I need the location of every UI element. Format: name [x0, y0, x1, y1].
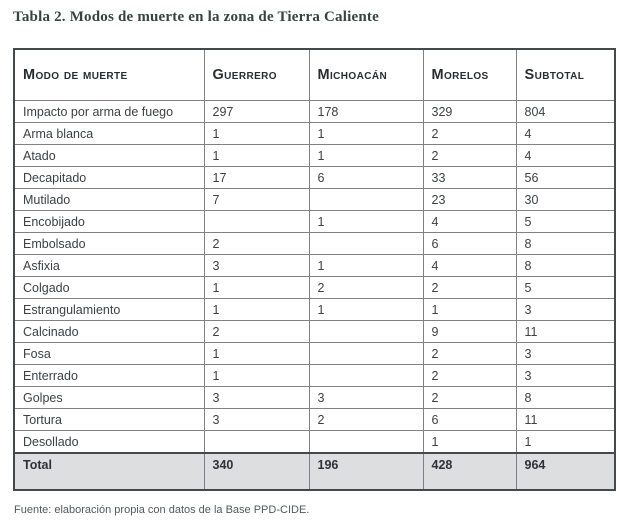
value-cell: 7: [204, 189, 309, 211]
value-cell: 1: [309, 211, 423, 233]
table-row: [14, 167, 615, 189]
table-row: [14, 189, 615, 211]
table-row: [14, 277, 615, 299]
mode-label-cell: Tortura: [14, 409, 204, 431]
value-cell: 3: [204, 255, 309, 277]
col-header-michoacan: Michoacán: [309, 49, 423, 101]
value-cell: 6: [309, 167, 423, 189]
value-cell: [309, 321, 423, 343]
value-cell: 1: [204, 123, 309, 145]
value-cell: [204, 211, 309, 233]
value-cell: 2: [423, 343, 516, 365]
mode-label-cell: Decapitado: [14, 167, 204, 189]
mode-label-cell: Impacto por arma de fuego: [14, 101, 204, 123]
table-row: [14, 409, 615, 431]
mode-label-cell: Mutilado: [14, 189, 204, 211]
mode-label-cell: Calcinado: [14, 321, 204, 343]
value-cell: 17: [204, 167, 309, 189]
table-row: [14, 299, 615, 321]
value-cell: 340: [204, 453, 309, 490]
value-cell: 1: [204, 365, 309, 387]
value-cell: 3: [516, 343, 615, 365]
value-cell: [309, 343, 423, 365]
mode-label-cell: Total: [14, 453, 204, 490]
value-cell: [309, 233, 423, 255]
value-cell: 964: [516, 453, 615, 490]
value-cell: 1: [204, 277, 309, 299]
col-header-morelos: Morelos: [423, 49, 516, 101]
value-cell: 2: [423, 145, 516, 167]
table-row: [14, 431, 615, 454]
mode-label-cell: Asfixia: [14, 255, 204, 277]
value-cell: 2: [309, 409, 423, 431]
value-cell: 3: [516, 299, 615, 321]
table-row: [14, 211, 615, 233]
table-row: [14, 123, 615, 145]
value-cell: 5: [516, 277, 615, 299]
value-cell: 2: [204, 233, 309, 255]
table-row: [14, 145, 615, 167]
value-cell: 3: [204, 387, 309, 409]
mode-label-cell: Enterrado: [14, 365, 204, 387]
death-modes-table: [13, 48, 616, 491]
value-cell: 2: [423, 365, 516, 387]
value-cell: 9: [423, 321, 516, 343]
value-cell: 1: [204, 343, 309, 365]
col-header-modo-de-muerte: Modo de muerte: [14, 49, 204, 101]
value-cell: 1: [516, 431, 615, 454]
value-cell: 23: [423, 189, 516, 211]
value-cell: [309, 431, 423, 454]
value-cell: 33: [423, 167, 516, 189]
value-cell: [204, 431, 309, 454]
source-note: Fuente: elaboración propia con datos de la Base PPD-CIDE.: [14, 504, 310, 516]
value-cell: 297: [204, 101, 309, 123]
mode-label-cell: Desollado: [14, 431, 204, 454]
mode-label-cell: Estrangulamiento: [14, 299, 204, 321]
value-cell: 1: [309, 123, 423, 145]
value-cell: 1: [204, 299, 309, 321]
value-cell: 6: [423, 409, 516, 431]
value-cell: 3: [309, 387, 423, 409]
value-cell: 1: [204, 145, 309, 167]
value-cell: 4: [423, 211, 516, 233]
table-row: [14, 321, 615, 343]
value-cell: 1: [309, 255, 423, 277]
value-cell: 6: [423, 233, 516, 255]
value-cell: 3: [204, 409, 309, 431]
table-body: [14, 101, 615, 491]
value-cell: 11: [516, 409, 615, 431]
value-cell: 3: [516, 365, 615, 387]
value-cell: 2: [309, 277, 423, 299]
mode-label-cell: Colgado: [14, 277, 204, 299]
value-cell: 428: [423, 453, 516, 490]
table-row: [14, 101, 615, 123]
mode-label-cell: Fosa: [14, 343, 204, 365]
mode-label-cell: Golpes: [14, 387, 204, 409]
value-cell: [309, 365, 423, 387]
value-cell: 2: [423, 123, 516, 145]
total-row: [14, 453, 615, 490]
table-row: [14, 233, 615, 255]
value-cell: 4: [516, 145, 615, 167]
table-row: [14, 387, 615, 409]
mode-label-cell: Embolsado: [14, 233, 204, 255]
col-header-subtotal: Subtotal: [516, 49, 615, 101]
value-cell: 2: [423, 277, 516, 299]
table-row: [14, 255, 615, 277]
mode-label-cell: Arma blanca: [14, 123, 204, 145]
value-cell: 1: [423, 431, 516, 454]
mode-label-cell: Encobijado: [14, 211, 204, 233]
value-cell: 2: [423, 387, 516, 409]
value-cell: 30: [516, 189, 615, 211]
header-row: [14, 49, 615, 101]
value-cell: 4: [423, 255, 516, 277]
mode-label-cell: Atado: [14, 145, 204, 167]
table-row: [14, 343, 615, 365]
value-cell: 8: [516, 387, 615, 409]
value-cell: 1: [423, 299, 516, 321]
value-cell: 804: [516, 101, 615, 123]
value-cell: 11: [516, 321, 615, 343]
col-header-guerrero: Guerrero: [204, 49, 309, 101]
value-cell: 8: [516, 233, 615, 255]
value-cell: 4: [516, 123, 615, 145]
value-cell: 2: [204, 321, 309, 343]
value-cell: 1: [309, 145, 423, 167]
table-row: [14, 365, 615, 387]
table-caption: Tabla 2. Modos de muerte en la zona de Tierra Caliente: [13, 9, 379, 25]
value-cell: 329: [423, 101, 516, 123]
value-cell: 8: [516, 255, 615, 277]
value-cell: 178: [309, 101, 423, 123]
value-cell: 5: [516, 211, 615, 233]
value-cell: 1: [309, 299, 423, 321]
value-cell: 196: [309, 453, 423, 490]
value-cell: [309, 189, 423, 211]
value-cell: 56: [516, 167, 615, 189]
